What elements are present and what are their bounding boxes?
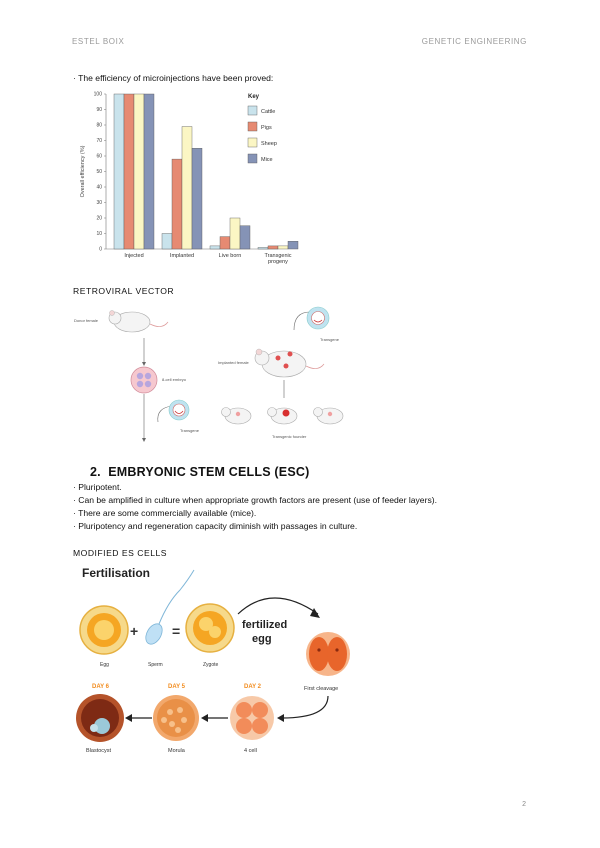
x-tick-label: Injected	[124, 253, 144, 259]
plus-sign: +	[130, 623, 139, 639]
pup-mouse-3-icon	[314, 408, 344, 425]
y-tick-label: 10	[96, 231, 102, 238]
morula-icon	[153, 695, 199, 741]
intro-line: · The efficiency of microinjections have been proved:	[73, 73, 274, 83]
bar-cattle-0	[114, 94, 124, 249]
legend-swatch-sheep	[248, 138, 257, 147]
bar-sheep-1	[182, 127, 192, 249]
bar-mice-3	[288, 241, 298, 249]
bullet-3: · There are some commercially available (mice).	[73, 508, 257, 518]
bar-mice-2	[240, 226, 250, 249]
chart-bars	[114, 94, 298, 249]
retroviral-diagram	[72, 300, 362, 450]
first-cleavage-label: First cleavage	[304, 686, 339, 692]
section2-title: EMBRYONIC STEM CELLS (ESC)	[108, 465, 310, 479]
day2-label: DAY 2	[244, 684, 262, 690]
x-tick-label: Transgenic	[264, 253, 292, 259]
first-cleavage-icon	[306, 632, 350, 676]
pup-mouse-2-icon	[268, 408, 298, 425]
y-tick-label: 30	[96, 200, 102, 207]
x-tick-label: Implanted	[169, 253, 195, 259]
zygote-label: Zygote	[203, 662, 219, 668]
legend-swatch-cattle	[248, 106, 257, 115]
page-number: 2	[522, 801, 526, 808]
bar-pigs-1	[172, 159, 182, 249]
y-tick-label: 70	[96, 138, 102, 145]
bar-pigs-0	[124, 94, 134, 249]
embryo-icon	[131, 367, 157, 393]
y-tick-label: 20	[96, 215, 102, 222]
y-tick-label: 60	[96, 153, 102, 160]
day6-label: DAY 6	[92, 684, 110, 690]
four-cell-icon	[230, 696, 274, 740]
legend-swatch-mice	[248, 154, 257, 163]
y-tick-label: 40	[96, 184, 102, 191]
y-tick-label: 80	[96, 122, 102, 129]
fertilized-label: fertilized	[242, 619, 288, 631]
donor-label: Donor female	[74, 318, 99, 323]
bar-cattle-1	[162, 234, 172, 250]
four-cell-label: 4 cell	[244, 748, 257, 754]
bullet-4: · Pluripotency and regeneration capacity diminish with passages in culture.	[73, 521, 358, 531]
transgene-left-icon	[158, 400, 189, 422]
founder-label: Transgenic founder	[272, 434, 307, 439]
chart-legend	[248, 94, 277, 163]
legend-label-cattle: Cattle	[261, 109, 276, 115]
retroviral-title: RETROVIRAL VECTOR	[73, 286, 175, 296]
section2-heading	[90, 465, 309, 479]
y-tick-label: 0	[99, 246, 102, 253]
day5-label: DAY 5	[168, 684, 186, 690]
bar-mice-1	[192, 148, 202, 249]
bullet-1: · Pluripotent.	[73, 482, 122, 492]
sperm-label: Sperm	[148, 662, 163, 668]
fert-title: Fertilisation	[82, 566, 151, 580]
blastocyst-icon	[76, 694, 124, 742]
y-axis-label: Overall efficiency (%)	[80, 145, 86, 198]
y-tick-label: 100	[93, 91, 102, 98]
legend-swatch-pigs	[248, 122, 257, 131]
legend-title: Key	[248, 94, 260, 100]
bar-cattle-2	[210, 246, 220, 249]
bar-sheep-2	[230, 218, 240, 249]
bar-sheep-0	[134, 94, 144, 249]
bar-pigs-2	[220, 237, 230, 249]
modified-title: MODIFIED ES CELLS	[73, 548, 167, 558]
embryo-label: 8-cell embryo	[162, 377, 187, 382]
egg-label: Egg	[100, 662, 109, 668]
bar-cattle-3	[258, 247, 268, 249]
morula-label: Morula	[168, 748, 185, 754]
legend-label-pigs: Pigs	[261, 125, 272, 131]
transgene-right-label: Transgene	[320, 337, 339, 342]
egg-word-label: egg	[252, 633, 272, 645]
fertilisation-diagram	[72, 562, 362, 762]
equals-sign: =	[172, 623, 181, 639]
implanted-label: Implanted female	[218, 360, 249, 365]
legend-label-mice: Mice	[261, 157, 273, 163]
blastocyst-label: Blastocyst	[86, 748, 112, 754]
zygote-icon	[186, 604, 234, 652]
pup-mouse-1-icon	[222, 408, 252, 425]
egg-icon	[80, 606, 128, 654]
bar-pigs-3	[268, 246, 278, 249]
header-subject: GENETIC ENGINEERING	[421, 37, 527, 46]
bar-sheep-3	[278, 246, 288, 249]
donor-mouse-icon	[109, 311, 168, 333]
efficiency-chart	[72, 86, 312, 271]
legend-label-sheep: Sheep	[261, 141, 277, 147]
header-author: ESTEL BOIX	[72, 37, 125, 46]
bar-mice-0	[144, 94, 154, 249]
y-tick-label: 50	[96, 169, 102, 176]
section2-number: 2.	[90, 465, 101, 479]
x-tick-label: Live born	[218, 253, 242, 259]
bullet-2: · Can be amplified in culture when appropriate growth factors are present (use of feeder layers).	[73, 495, 437, 505]
y-tick-label: 90	[96, 107, 102, 114]
implanted-mouse-icon	[255, 349, 324, 377]
transgene-right-icon	[294, 307, 329, 330]
transgene-left-label: Transgene	[180, 428, 199, 433]
x-tick-label: progeny	[268, 259, 288, 265]
